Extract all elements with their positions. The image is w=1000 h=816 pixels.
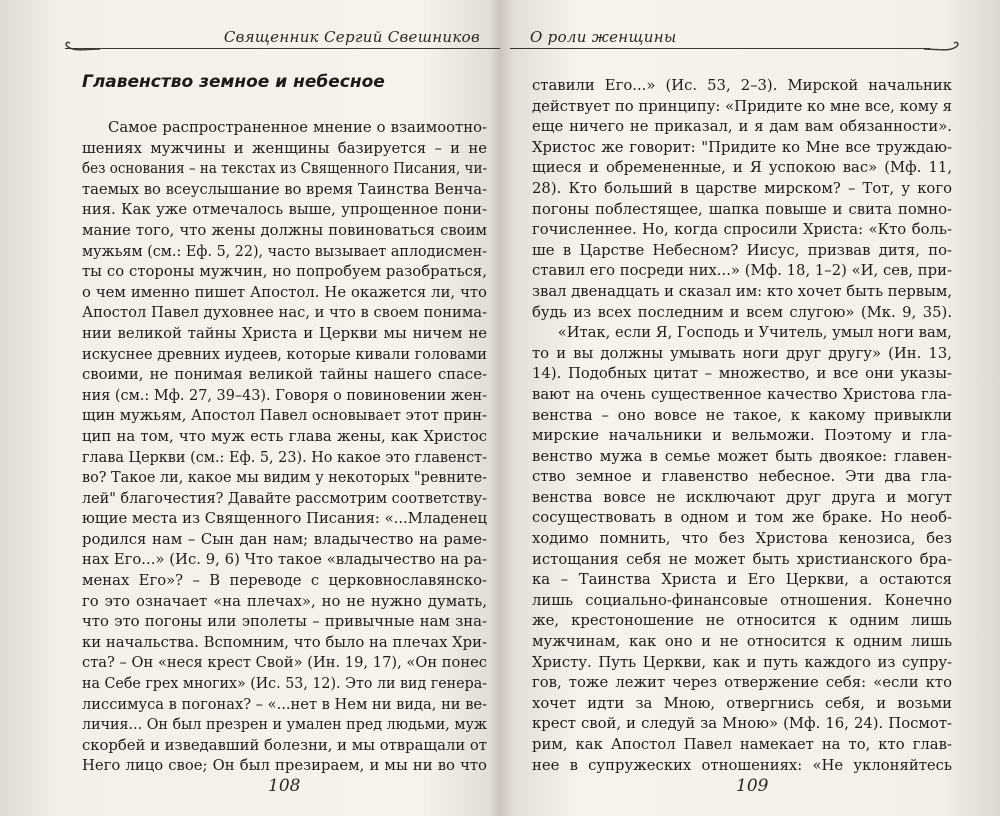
text-line: мание того, что жены должны повиноваться своим — [82, 221, 487, 239]
header-rule — [510, 48, 930, 49]
text-line: то и вы должны умывать ноги друг другу» (Ин. 13, — [532, 344, 952, 362]
text-line: ше в Царстве Небесном? Иисус, призвав дитя, по- — [532, 241, 953, 259]
text-line: щиеся и обремененные, и Я успокою вас» (Мф. 11, — [532, 159, 953, 177]
text-line: 28). Кто больший в царстве мирском? – Тот, у кого — [532, 179, 953, 197]
text-line: хочет идти за Мною, отвергнись себя, и возьми — [532, 694, 953, 712]
text-line: истощания себя не может быть христианского бра- — [532, 550, 952, 568]
body-text — [532, 76, 952, 776]
text-line: нее в супружеских отношениях: «Не уклоняйтесь — [532, 756, 953, 774]
section-heading: Главенство земное и небесное — [82, 72, 385, 92]
ornament-swirl-icon — [62, 40, 102, 54]
text-line: рим, как Апостол Павел намекает на то, кто глав- — [532, 736, 952, 753]
text-line: го это означает «на плечах», но не нужно думать, — [82, 592, 488, 610]
text-line: цип на том, что муж есть глава жены, как Христос — [82, 427, 488, 445]
text-line: «Итак, если Я, Господь и Учитель, умыл ноги вам, — [557, 324, 952, 342]
text-line: гов, тоже лежит через отвержение себя: «если кто — [532, 674, 953, 692]
text-line: ка – Таинства Христа и Его Церкви, а остаются — [532, 571, 952, 589]
text-line: ставил его посреди них...» (Мф. 18, 1–2) «И, сев, при- — [532, 262, 952, 280]
right-page — [510, 0, 1000, 816]
text-line: глава Церкви (см.: Еф. 5, 23). Но какое это главенст- — [82, 448, 488, 466]
text-line: мужчинам, как оно и не относится к одним лишь — [532, 633, 952, 651]
text-line: гочисленнее. Но, когда спросили Христа: «Кто боль- — [532, 221, 952, 239]
text-line: ющие места из Священного Писания: «...Младенец — [82, 510, 488, 528]
text-line: Христос же говорит: "Придите ко Мне все труждаю- — [532, 138, 953, 156]
text-line: искуснее древних иудеев, которые кивали головами — [82, 345, 487, 363]
text-line: своими, не понимая великой тайны нашего спасе- — [82, 366, 487, 384]
text-line: погоны поблестящее, шапка повыше и свита помно- — [532, 200, 953, 218]
text-line: будь из всех последним и всем слугою» (Мк. 9, 35). — [532, 303, 953, 321]
text-line: о чем именно пишет Апостол. Не окажется ли, что — [82, 283, 487, 301]
text-line: шениях мужчины и женщины базируется – и не — [82, 139, 487, 157]
text-line: ты со стороны мужчин, но попробуем разобраться, — [82, 263, 487, 281]
text-line: мужьям (см.: Еф. 5, 22), часто вызывает аплодисмен- — [82, 242, 487, 260]
text-line: лиссимуса в погонах? – «...нет в Нем ни вида, ни ве- — [82, 695, 488, 713]
text-line: ство земное и главенство небесное. Эти два гла- — [532, 468, 952, 486]
text-line: нах Его...» (Ис. 9, 6) Что такое «владычество на ра- — [82, 551, 488, 569]
text-line: щин мужьям, Апостол Павел основывает этот прин- — [82, 407, 487, 425]
text-line: действует по принципу: «Придите ко мне все, кому я — [532, 97, 953, 115]
text-line: сосуществовать в одном и том же браке. Но необ- — [532, 509, 952, 527]
text-line: крест свой, и следуй за Мною» (Мф. 16, 24). Посмот- — [532, 715, 953, 733]
running-head: Священник Сергий Свешников — [223, 28, 480, 46]
text-line: ставили Его...» (Ис. 53, 2–3). Мирской начальник — [532, 77, 952, 94]
text-line: ходимо помнить, что без Христова кенозиса, без — [532, 530, 952, 548]
text-line: родился нам – Сын дан нам; владычество на раме- — [82, 530, 487, 548]
text-line: нии великой тайны Христа и Церкви мы ничем не — [82, 324, 487, 342]
text-line: Самое распространенное мнение о взаимоотно- — [108, 119, 487, 136]
text-line: венства – оно вовсе не такое, к какому привыкли — [532, 406, 953, 424]
header-rule — [65, 48, 500, 49]
text-line: Него лицо свое; Он был презираем, и мы ни во что — [82, 757, 487, 775]
text-line: что это погоны или эполеты – привычные нам зна- — [82, 613, 487, 631]
text-line: личия... Он был презрен и умален пред людьми, муж — [82, 716, 488, 734]
text-line: мирские начальники и вельможи. Поэтому и гла- — [532, 427, 952, 445]
text-line: на Себе грех многих» (Ис. 53, 12). Это ли вид генера- — [82, 675, 488, 693]
text-line: лей" благочестия? Давайте рассмотрим соответству- — [82, 489, 487, 507]
text-line: же, крестоношение не относится к одним лишь — [532, 612, 952, 630]
text-line: таемых во всеуслышание во время Таинства Венча- — [82, 180, 488, 198]
text-line: ки начальства. Вспомним, что было на плечах Хри- — [82, 633, 488, 651]
text-line: менах Его»? – В переводе с церковнославянско- — [82, 572, 487, 590]
text-line: ста? – Он «неся крест Свой» (Ин. 19, 17), «Он понес — [82, 654, 488, 672]
text-line: вают на очень существенное качество Христова гла- — [532, 385, 952, 403]
text-line: во? Такое ли, какое мы видим у некоторых "ревните- — [82, 469, 487, 487]
text-line: 14). Подобных цитат – множество, и все они указы- — [532, 365, 953, 383]
text-line: ния. Как уже отмечалось выше, упрощенное пони- — [82, 201, 488, 219]
text-line: венство мужа в семье может быть двоякое: главен- — [532, 447, 952, 465]
text-line: без основания – на текстах из Священного Писания, чи- — [82, 160, 487, 178]
text-line: венства вовсе не исключают друг друга и могут — [532, 488, 952, 506]
text-line: звал двенадцать и сказал им: кто хочет быть первым, — [532, 282, 953, 300]
page-number: 109 — [736, 776, 769, 796]
text-line: ния (см.: Мф. 27, 39–43). Говоря о повиновении жен- — [82, 386, 487, 404]
body-text — [82, 118, 487, 777]
text-line: Христу. Путь Церкви, как и путь каждого из супру- — [532, 653, 953, 671]
text-line: еще ничего не приказал, и я дам вам обязанности». — [532, 118, 952, 136]
running-head: О роли женщины — [530, 28, 677, 46]
text-line: лишь социально-финансовые отношения. Конечно — [532, 591, 952, 609]
ornament-swirl-icon — [922, 40, 962, 54]
text-line: Апостол Павел духовнее нас, и что в своем понима- — [82, 304, 488, 322]
text-line: скорбей и изведавший болезни, и мы отвращали от — [82, 736, 487, 754]
page-number: 108 — [268, 776, 301, 796]
